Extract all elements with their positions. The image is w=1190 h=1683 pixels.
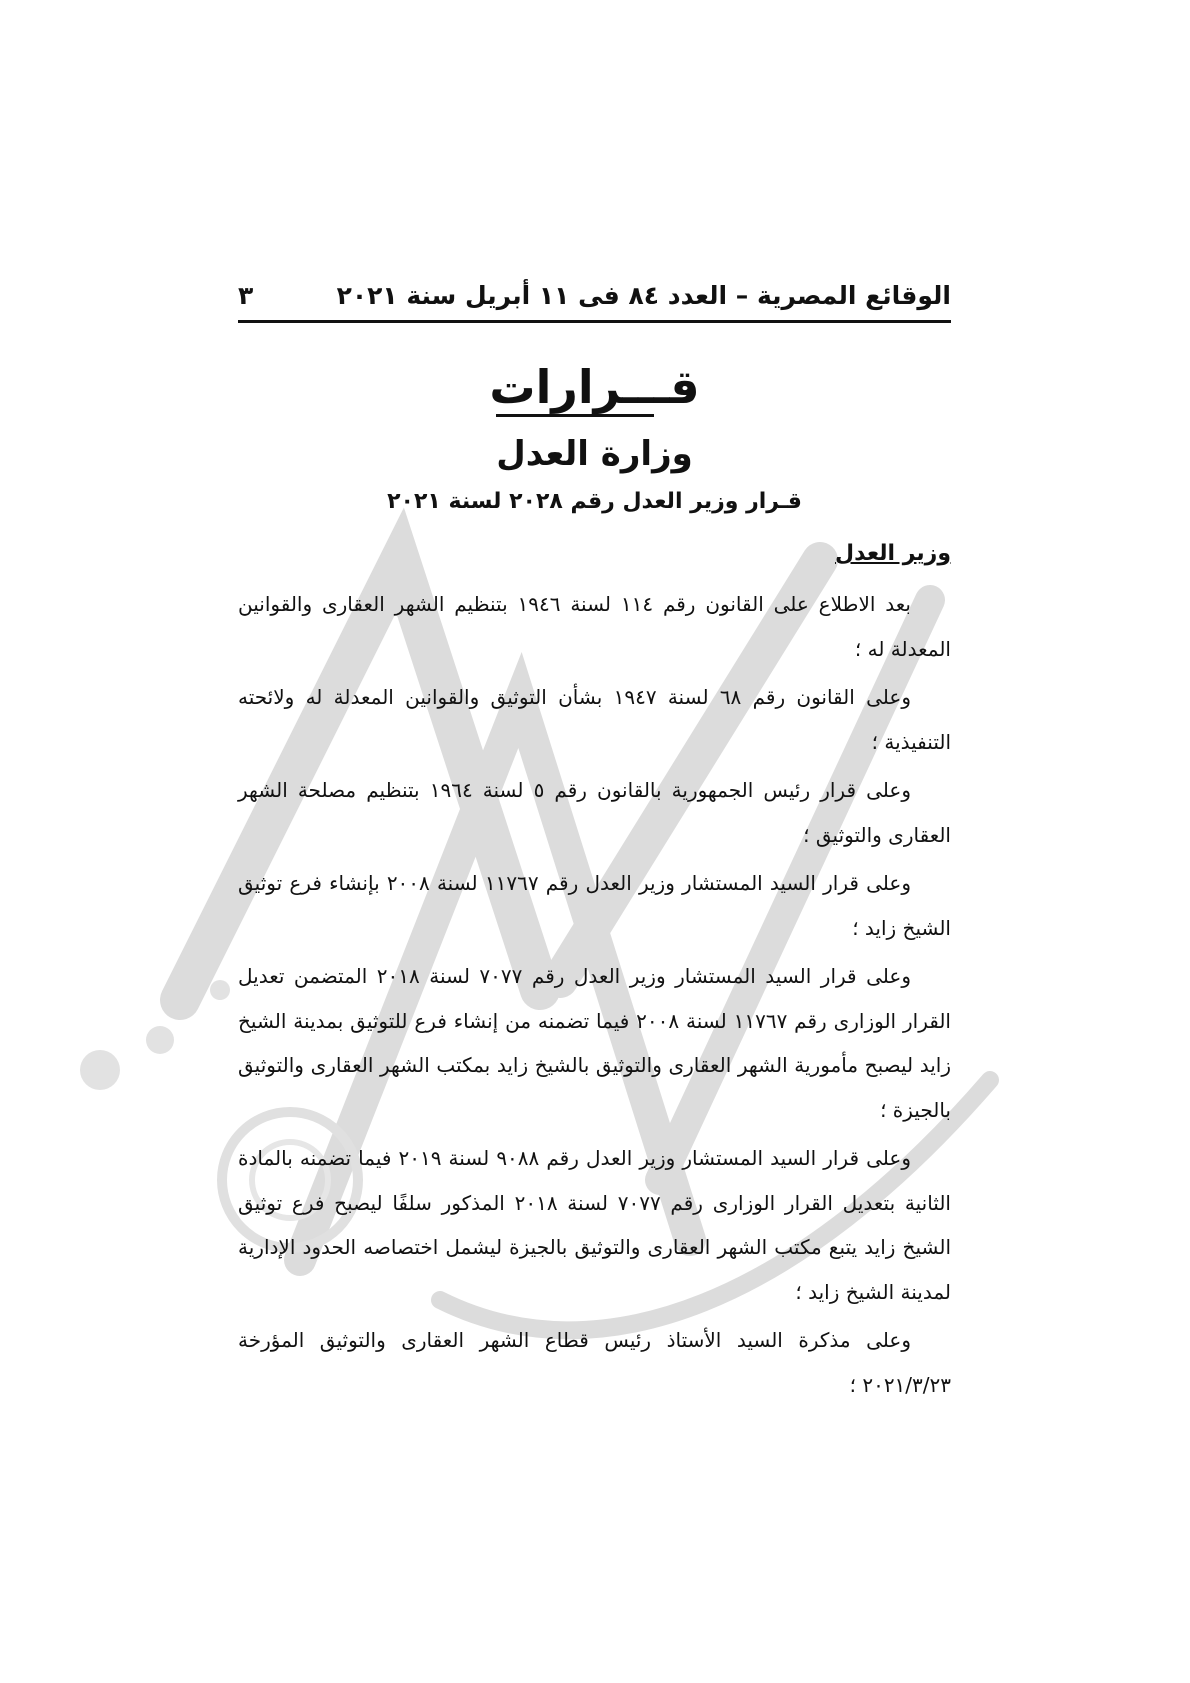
decree-body <box>238 582 951 1411</box>
paragraph: وعلى القانون رقم ٦٨ لسنة ١٩٤٧ بشأن التوثيق والقوانين المعدلة له ولائحته التنفيذية ؛ <box>238 685 951 754</box>
header-divider <box>238 320 951 323</box>
page-header <box>238 275 951 315</box>
paragraph: وعلى مذكرة السيد الأستاذ رئيس قطاع الشهر العقارى والتوثيق المؤرخة ٢٠٢١/٣/٢٣ ؛ <box>238 1328 951 1397</box>
minister-heading: وزير العدل <box>835 541 951 566</box>
paragraph: وعلى قرار السيد المستشار وزير العدل رقم ٧٠٧٧ لسنة ٢٠١٨ المتضمن تعديل القرار الوزارى رقم ١١٧٦٧ لسنة ٢٠٠٨ فيما تضمنه من إنشاء فرع للتوثيق بمدينة الشيخ زايد ليصبح مأمورية الشهر العقارى والتوثيق بالشيخ زايد بمكتب الشهر العقارى والتوثيق بالجيزة ؛ <box>238 964 951 1122</box>
paragraph: بعد الاطلاع على القانون رقم ١١٤ لسنة ١٩٤٦ بتنظيم الشهر العقارى والقوانين المعدلة له ؛ <box>238 592 951 661</box>
ministry-heading: وزارة العدل <box>496 434 693 474</box>
paragraph: وعلى قرار السيد المستشار وزير العدل رقم ٩٠٨٨ لسنة ٢٠١٩ فيما تضمنه بالمادة الثانية بتعديل القرار الوزارى رقم ٧٠٧٧ لسنة ٢٠١٨ المذكور سلفًا ليصبح فرع توثيق الشيخ زايد يتبع مكتب الشهر العقارى والتوثيق بالجيزة ليشمل اختصاصه الحدود الإدارية لمدينة الشيخ زايد ؛ <box>238 1146 951 1304</box>
page-number: ٣ <box>238 280 254 310</box>
paragraph: وعلى قرار رئيس الجمهورية بالقانون رقم ٥ لسنة ١٩٦٤ بتنظيم مصلحة الشهر العقارى والتوثيق ؛ <box>238 778 951 847</box>
header-title: الوقائع المصرية – العدد ٨٤ فى ١١ أبريل سنة ٢٠٢١ <box>336 280 951 310</box>
paragraph: وعلى قرار السيد المستشار وزير العدل رقم ١١٧٦٧ لسنة ٢٠٠٨ بإنشاء فرع توثيق الشيخ زايد ؛ <box>238 871 951 940</box>
decree-title: قـرار وزير العدل رقم ٢٠٢٨ لسنة ٢٠٢١ <box>387 489 802 514</box>
title-underline <box>496 414 654 417</box>
main-title: قـــرارات <box>489 360 700 414</box>
document-page <box>238 0 951 1683</box>
